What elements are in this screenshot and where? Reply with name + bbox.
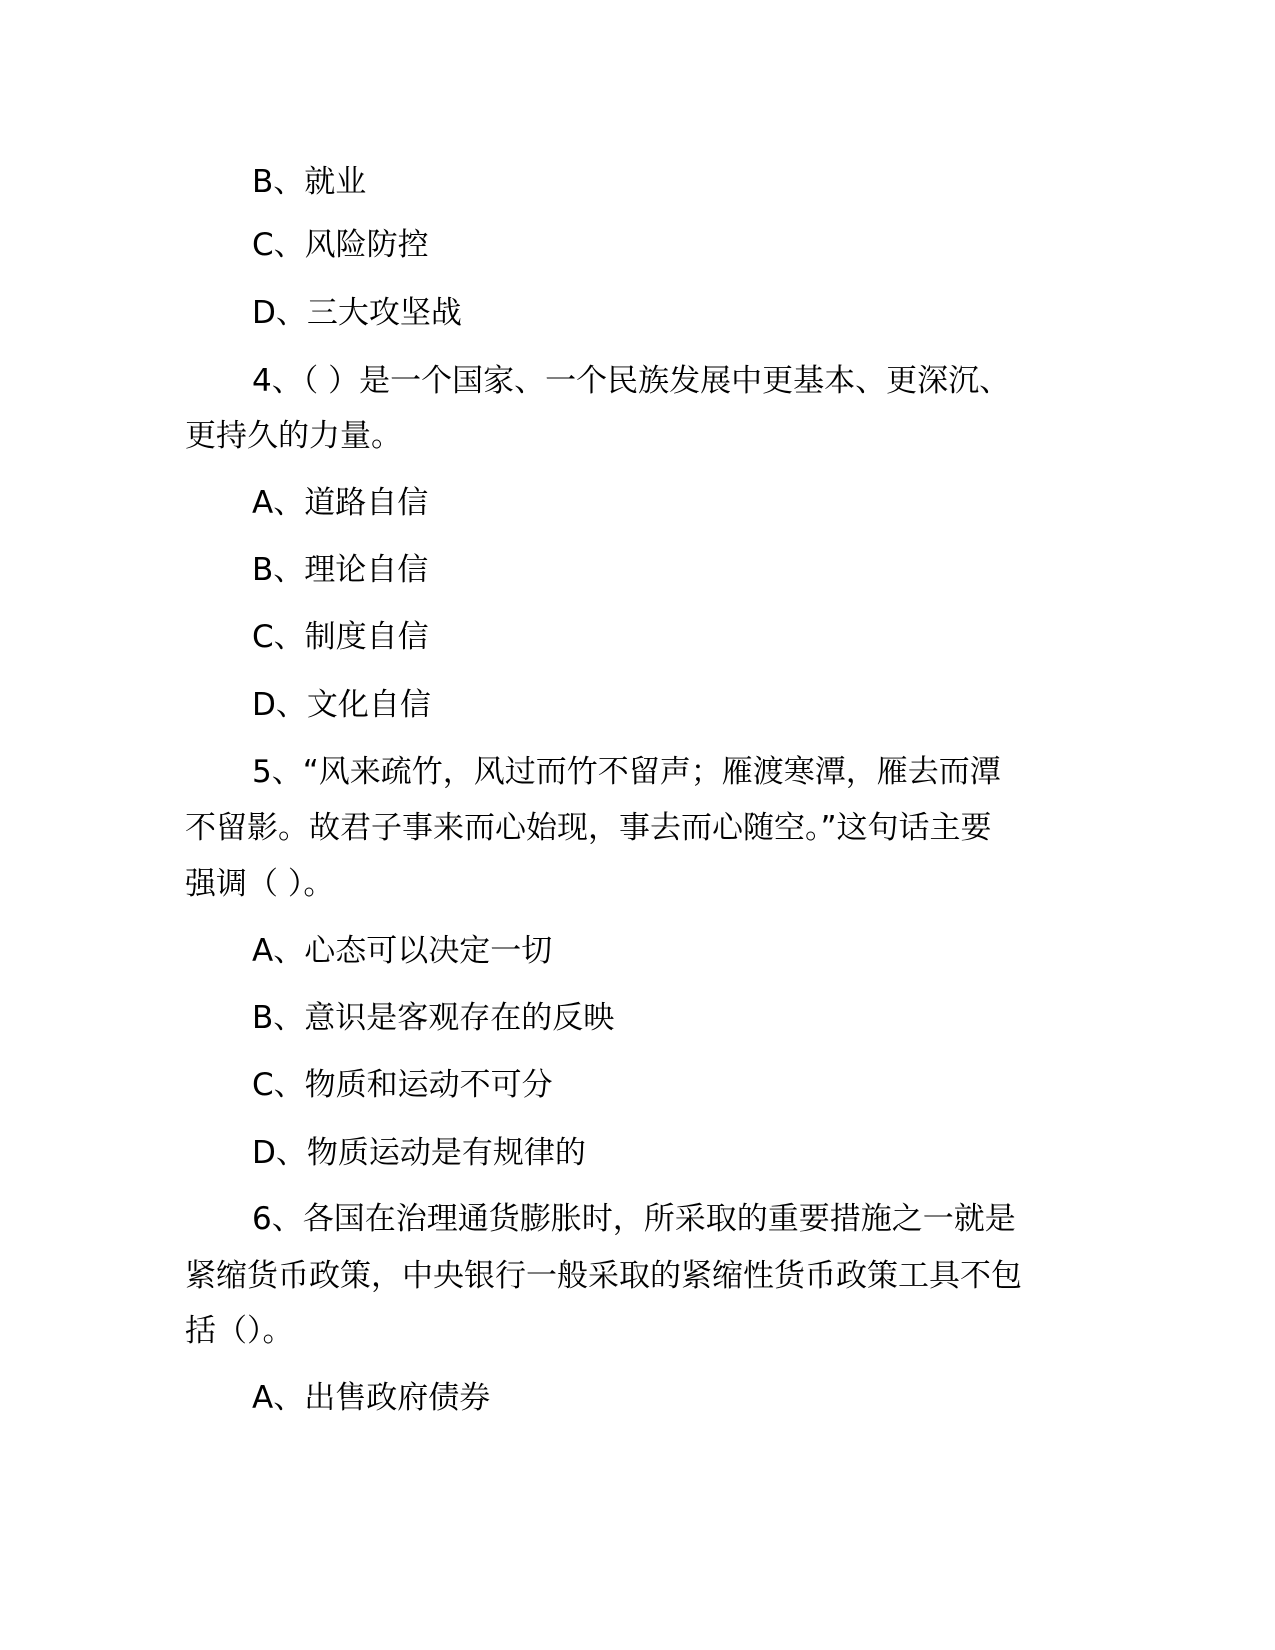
question-5-line-2: 不留影。故君子事来而心始现，事去而心随空。”这句话主要 <box>185 810 992 846</box>
option-d-q5: D、物质运动是有规律的 <box>252 1135 586 1171</box>
option-d-q4: D、文化自信 <box>252 687 431 723</box>
question-4-line-2: 更持久的力量。 <box>185 418 402 454</box>
option-a-q5: A、心态可以决定一切 <box>252 933 553 969</box>
option-b-q5: B、意识是客观存在的反映 <box>252 1000 615 1036</box>
option-b-q4: B、理论自信 <box>252 552 429 588</box>
option-a-q4: A、道路自信 <box>252 485 429 521</box>
question-6-line-2: 紧缩货币政策，中央银行一般采取的紧缩性货币政策工具不包 <box>185 1258 1022 1294</box>
question-5-line-1: 5、“风来疏竹，风过而竹不留声；雁渡寒潭，雁去而潭 <box>252 754 1001 790</box>
option-b-q3: B、就业 <box>252 164 367 200</box>
question-6-line-1: 6、各国在治理通货膨胀时，所采取的重要措施之一就是 <box>252 1201 1016 1237</box>
question-4-line-1: 4、（ ）是一个国家、一个民族发展中更基本、更深沉、 <box>252 363 1011 399</box>
option-a-q6: A、出售政府债券 <box>252 1380 491 1416</box>
option-c-q3: C、风险防控 <box>252 227 429 263</box>
option-d-q3: D、三大攻坚战 <box>252 295 462 331</box>
question-6-line-3: 括（）。 <box>185 1313 294 1349</box>
question-5-line-3: 强调（ ）。 <box>185 866 335 902</box>
option-c-q5: C、物质和运动不可分 <box>252 1067 553 1103</box>
option-c-q4: C、制度自信 <box>252 619 429 655</box>
